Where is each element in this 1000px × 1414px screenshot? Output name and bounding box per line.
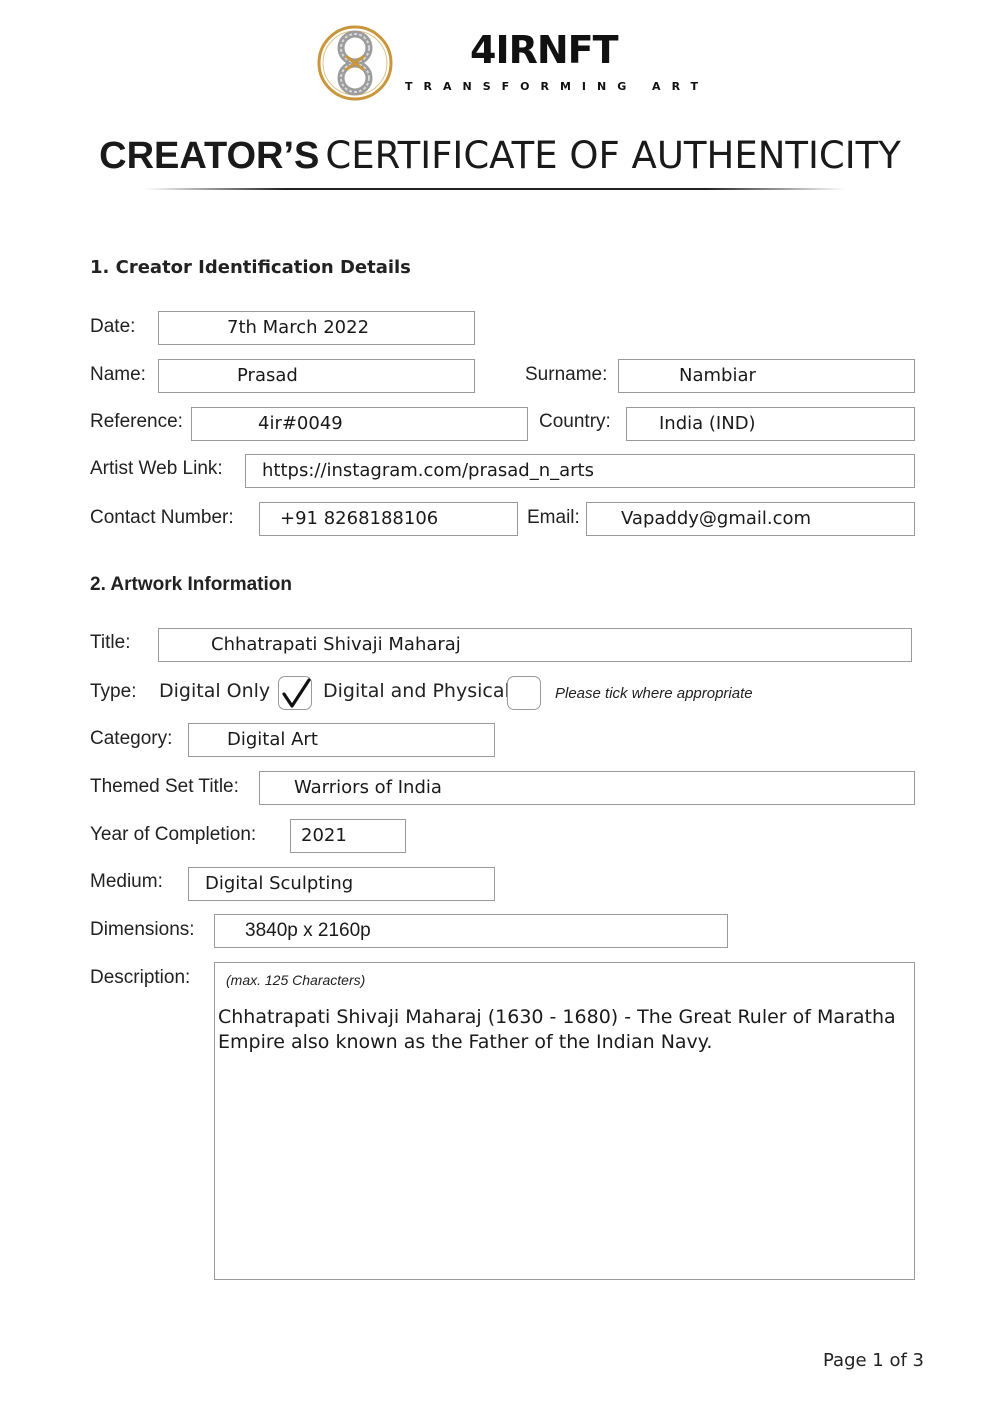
surname-field[interactable]: Nambiar bbox=[618, 359, 915, 393]
category-field[interactable]: Digital Art bbox=[188, 723, 495, 757]
themed-field[interactable]: Warriors of India bbox=[259, 771, 915, 805]
weblink-label: Artist Web Link: bbox=[90, 458, 223, 479]
title-label: Title: bbox=[90, 632, 131, 653]
title-bold: CREATOR’S bbox=[99, 135, 320, 177]
type-option-digital-label: Digital Only bbox=[159, 680, 271, 702]
weblink-field[interactable]: https://instagram.com/prasad_n_arts bbox=[245, 454, 915, 488]
date-field[interactable]: 7th March 2022 bbox=[158, 311, 475, 345]
surname-label: Surname: bbox=[525, 364, 608, 385]
medium-label: Medium: bbox=[90, 871, 163, 892]
reference-label: Reference: bbox=[90, 411, 183, 432]
description-text: Chhatrapati Shivaji Maharaj (1630 - 1680) - The Great Ruler of Maratha Empire also known as the Father of the Indian Navy. bbox=[218, 1006, 896, 1053]
tick-note: Please tick where appropriate bbox=[555, 685, 753, 702]
year-field[interactable]: 2021 bbox=[290, 819, 406, 853]
themed-label: Themed Set Title: bbox=[90, 776, 239, 797]
brand-name: 4IRNFT bbox=[470, 28, 618, 72]
country-label: Country: bbox=[539, 411, 611, 432]
checkmark-icon bbox=[279, 677, 313, 711]
country-field[interactable]: India (IND) bbox=[626, 407, 915, 441]
page-title bbox=[0, 134, 1000, 178]
name-label: Name: bbox=[90, 364, 146, 385]
type-digital-checkbox[interactable] bbox=[278, 676, 312, 710]
name-field[interactable]: Prasad bbox=[158, 359, 475, 393]
dimensions-label: Dimensions: bbox=[90, 919, 195, 940]
infinity-emblem-icon bbox=[316, 24, 394, 102]
contact-label: Contact Number: bbox=[90, 507, 234, 528]
type-label: Type: bbox=[90, 681, 137, 702]
brand-tagline: TRANSFORMING ART bbox=[405, 80, 710, 93]
section-heading-artwork: 2. Artwork Information bbox=[90, 574, 292, 595]
email-field[interactable]: Vapaddy@gmail.com bbox=[586, 502, 915, 536]
artwork-title-field[interactable]: Chhatrapati Shivaji Maharaj bbox=[158, 628, 912, 662]
page-number: Page 1 of 3 bbox=[823, 1350, 924, 1371]
contact-field[interactable]: +91 8268188106 bbox=[259, 502, 518, 536]
year-label: Year of Completion: bbox=[90, 824, 257, 845]
type-digital-physical-checkbox[interactable] bbox=[507, 676, 541, 710]
description-note: (max. 125 Characters) bbox=[226, 972, 366, 988]
email-label: Email: bbox=[527, 507, 580, 528]
description-label: Description: bbox=[90, 967, 191, 988]
title-rest: CERTIFICATE OF AUTHENTICITY bbox=[325, 134, 901, 177]
date-label: Date: bbox=[90, 316, 136, 337]
category-label: Category: bbox=[90, 728, 173, 749]
type-option-digital-physical-label: Digital and Physical bbox=[323, 680, 510, 702]
title-divider bbox=[145, 188, 845, 190]
dimensions-field[interactable]: 3840p x 2160p bbox=[214, 914, 728, 948]
reference-field[interactable]: 4ir#0049 bbox=[191, 407, 528, 441]
medium-field[interactable]: Digital Sculpting bbox=[188, 867, 495, 901]
section-heading-creator: 1. Creator Identification Details bbox=[90, 257, 411, 278]
